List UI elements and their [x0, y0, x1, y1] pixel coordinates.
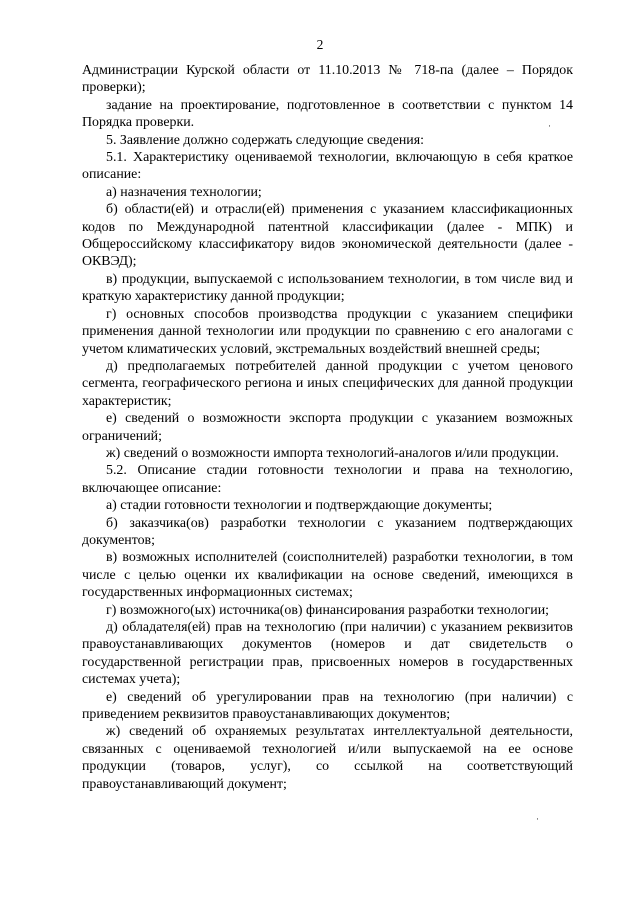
list-item-5-1-d: д) предполагаемых потребителей данной продукции с учетом ценового сегмента, географического региона и иных специфических для данной продукции характеристик; — [82, 358, 573, 409]
list-item-5-1-v: в) продукции, выпускаемой с использованием технологии, в том числе вид и краткую характеристику данной продукции; — [82, 271, 573, 305]
paragraph-design-task: задание на проектирование, подготовленное в соответствии с пунктом 14 Порядка проверки. — [82, 97, 573, 131]
list-item-5-1-a: а) назначения технологии; — [106, 184, 262, 200]
list-item-5-1-zh: ж) сведений о возможности импорта технологий-аналогов и/или продукции. — [106, 445, 559, 461]
list-item-5-2-e: е) сведений об урегулировании прав на технологию (при наличии) с приведением реквизитов правоустанавливающих документов; — [82, 689, 573, 723]
paragraph-section-5-2: 5.2. Описание стадии готовности технологии и права на технологию, включающее описание: — [82, 463, 573, 496]
scan-speck: · — [536, 814, 539, 824]
paragraph-continuation: Администрации Курской области от 11.10.2013 № 718-па (далее – Порядок проверки); — [82, 63, 573, 96]
page-number: 2 — [316, 37, 324, 52]
list-item-5-2-d: д) обладателя(ей) прав на технологию (при наличии) с указанием реквизитов правоустанавливающих документов (номеров и дат свидетельств о государственной регистрации прав, присвоенных номеров в государственных системах учета); — [82, 620, 573, 688]
list-item-5-1-g: г) основных способов производства продукции с указанием специфики применения данной технологии или продукции по сравнению с его аналогами с учетом климатических условий, экстремальных воздействий внешней среды; — [82, 306, 573, 357]
document-body — [82, 62, 573, 793]
list-item-5-2-v: в) возможных исполнителей (соисполнителей) разработки технологии, в том числе с целью оценки их квалификации на основе сведений, имеющихся в государственных информационных системах; — [82, 550, 573, 601]
scan-speck: · — [548, 121, 551, 131]
paragraph-section-5: 5. Заявление должно содержать следующие сведения: — [106, 132, 424, 148]
list-item-5-2-b: б) заказчика(ов) разработки технологии с указанием подтверждающих документов; — [82, 515, 573, 548]
list-item-5-2-g: г) возможного(ых) источника(ов) финансирования разработки технологии; — [106, 602, 549, 618]
list-item-5-1-b: б) области(ей) и отрасли(ей) применения с указанием классификационных кодов по Международной патентной классификации (далее - МПК) и Общероссийскому классификатору видов экономической деятельности (далее - ОКВЭД); — [82, 202, 573, 270]
paragraph-section-5-1: 5.1. Характеристику оцениваемой технологии, включающую в себя краткое описание: — [82, 150, 573, 183]
list-item-5-1-e: е) сведений о возможности экспорта продукции с указанием возможных ограничений; — [82, 411, 573, 444]
list-item-5-2-zh: ж) сведений об охраняемых результатах интеллектуальной деятельности, связанных с оцениваемой технологией и/или выпускаемой на ее основе продукции (товаров, услуг), со ссылкой на соответствующий правоустанавливающий документ; — [82, 724, 573, 792]
list-item-5-2-a: а) стадии готовности технологии и подтверждающие документы; — [106, 498, 493, 514]
